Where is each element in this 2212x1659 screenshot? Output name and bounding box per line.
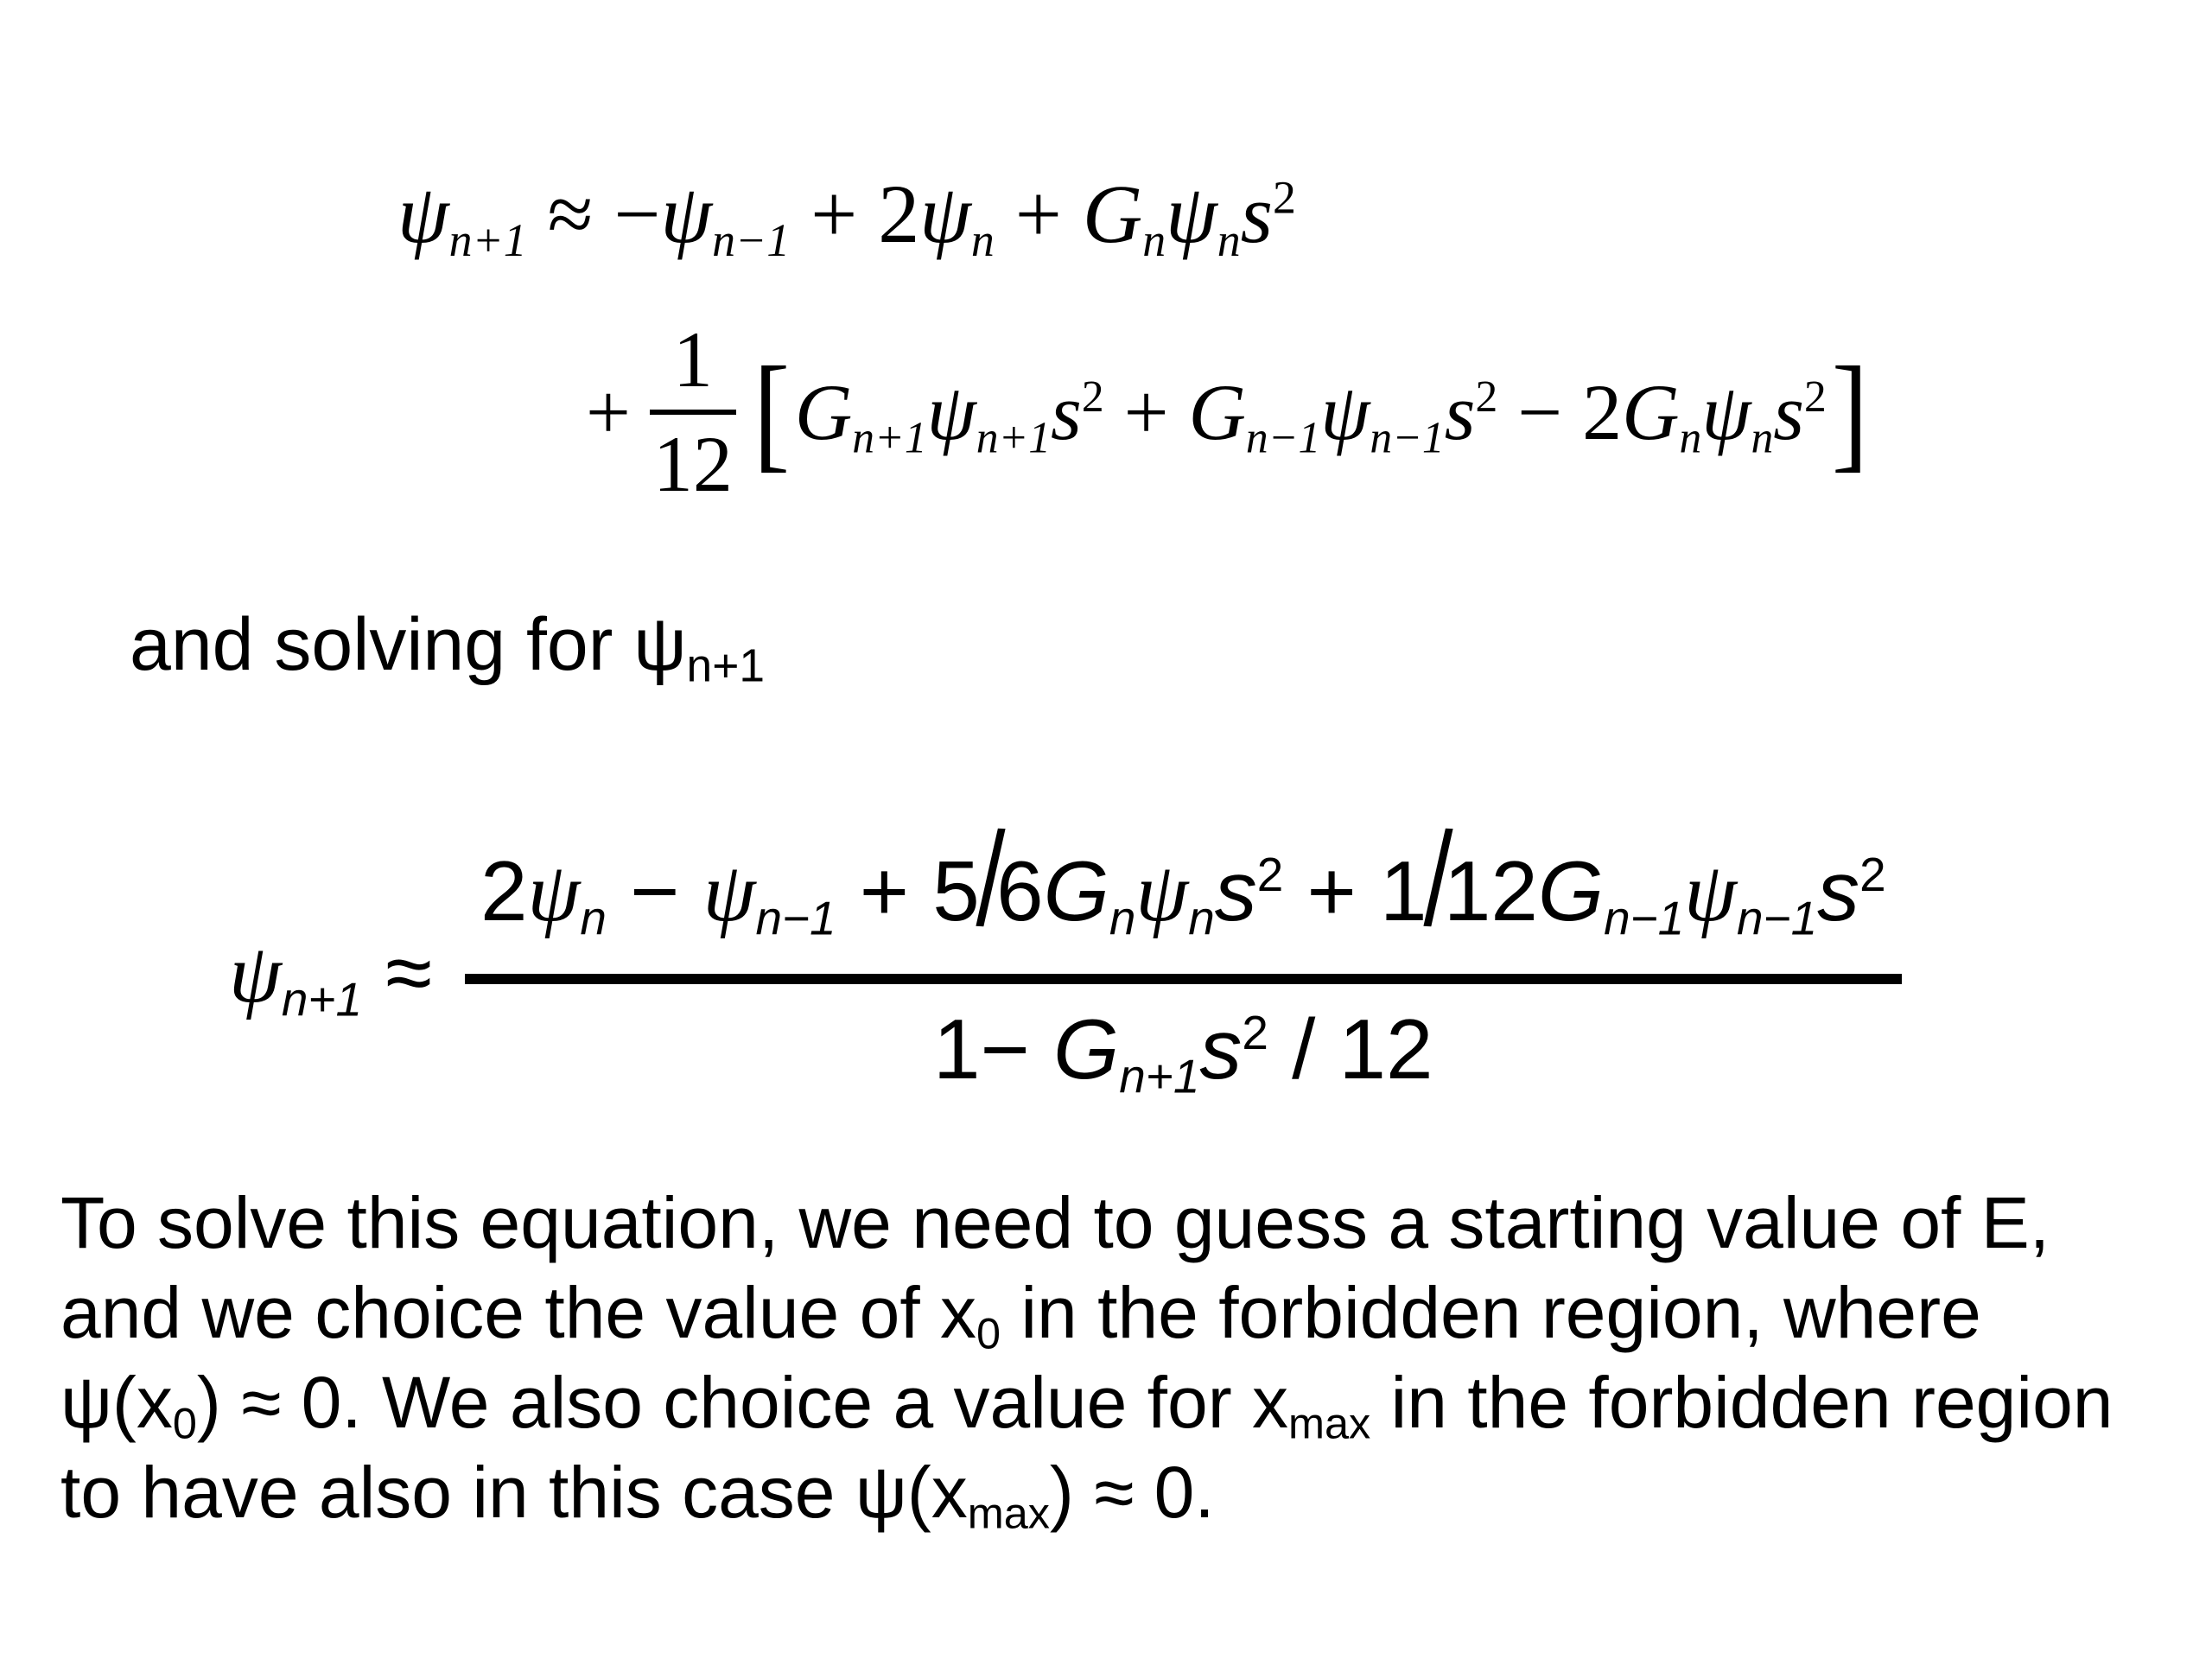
math-token: 1− bbox=[933, 1001, 1054, 1096]
paragraph-line-2 bbox=[60, 1268, 2113, 1357]
math-token: ≈ bbox=[361, 925, 432, 1020]
subscript: n bbox=[1109, 891, 1136, 945]
math-token: / bbox=[1422, 803, 1453, 955]
math-token: $G_{n+1}$ bbox=[1053, 1001, 1200, 1103]
math-token: − bbox=[606, 843, 703, 938]
math-token: to have also in this case $\psi(x_{max}$ bbox=[60, 1452, 1050, 1538]
math-token: $\psi_n$ bbox=[919, 168, 995, 267]
math-token: $s^2$ bbox=[1199, 1001, 1268, 1096]
math-token: 12 bbox=[1443, 843, 1538, 938]
subscript: 0 bbox=[172, 1398, 197, 1448]
math-token: $\psi(x_0$ bbox=[60, 1362, 197, 1448]
left-bracket: [ bbox=[753, 340, 791, 484]
math-token: / 12 bbox=[1268, 1001, 1433, 1096]
math-token: $\psi_n$ bbox=[527, 846, 607, 945]
subscript: n bbox=[1188, 891, 1215, 945]
math-token: $G_n$ bbox=[1043, 843, 1136, 945]
right-bracket: ] bbox=[1831, 340, 1869, 484]
math-token: ) ≈ 0. bbox=[1049, 1452, 1215, 1533]
math-token: $s^2$ bbox=[1817, 843, 1886, 938]
math-token: $s^2$ bbox=[1773, 367, 1827, 456]
subscript: 0 bbox=[976, 1308, 1001, 1358]
subscript: n+1 bbox=[281, 972, 362, 1027]
subscript: n+1 bbox=[448, 214, 527, 267]
math-token: 6 bbox=[996, 843, 1044, 938]
superscript: 2 bbox=[1256, 847, 1284, 901]
math-token: $G_n$ bbox=[1082, 168, 1166, 267]
superscript: 2 bbox=[1475, 372, 1498, 422]
subscript: n−1 bbox=[1737, 891, 1818, 945]
math-token: + 5 bbox=[836, 843, 980, 938]
math-token: $\psi_n$ bbox=[1166, 168, 1241, 267]
math-token: $s^2$ bbox=[1214, 843, 1284, 938]
equation2-fraction bbox=[465, 803, 1902, 1135]
equation2-lhs bbox=[229, 925, 432, 1027]
subscript: n−1 bbox=[755, 891, 836, 945]
math-token: + 1 bbox=[1283, 843, 1427, 938]
equation2-denominator bbox=[933, 996, 1433, 1135]
math-token: − 2 bbox=[1497, 367, 1623, 456]
math-token: $\psi_{n+1}$ bbox=[633, 603, 765, 692]
equation1-line1 bbox=[397, 167, 1296, 267]
equation1-line2 bbox=[586, 315, 1872, 508]
subscript: n−1 bbox=[1604, 891, 1685, 945]
plus-operator: + bbox=[586, 367, 631, 456]
subscript: n bbox=[1751, 413, 1774, 463]
subscript: n+1 bbox=[686, 640, 765, 692]
paragraph-line-4 bbox=[60, 1447, 2113, 1537]
subscript: n bbox=[1217, 214, 1241, 267]
math-token: and solving for bbox=[130, 603, 634, 686]
math-token: ≈ − bbox=[526, 168, 661, 260]
subscript: n−1 bbox=[712, 214, 791, 267]
math-token: $G_{n-1}$ bbox=[1188, 367, 1321, 463]
superscript: 2 bbox=[1804, 372, 1827, 422]
math-token: and we choice the value of $x_0$ bbox=[60, 1272, 1001, 1358]
math-token: + bbox=[1103, 367, 1189, 456]
math-token: 2 bbox=[480, 843, 528, 938]
math-token: $\psi_{n+1}$ bbox=[926, 367, 1051, 463]
math-token: $\psi_{n+1}$ bbox=[397, 168, 527, 267]
fraction-bar bbox=[650, 410, 736, 415]
math-token: $s^2$ bbox=[1444, 367, 1498, 456]
math-token: in the forbidden region, where bbox=[1001, 1272, 1981, 1353]
solving-for-text bbox=[130, 601, 765, 690]
subscript: n−1 bbox=[1245, 413, 1321, 463]
subscript: n bbox=[1142, 214, 1166, 267]
subscript: n bbox=[1679, 413, 1702, 463]
math-token: / bbox=[975, 803, 1007, 955]
subscript: n bbox=[970, 214, 995, 267]
superscript: 2 bbox=[1859, 847, 1886, 901]
math-token: $\psi_n$ bbox=[1135, 846, 1215, 945]
math-token: ) ≈ 0. We also choice a value for $x_{max}$ bbox=[196, 1362, 1371, 1448]
equation2-fraction-bar bbox=[465, 974, 1902, 984]
subscript: n bbox=[580, 891, 607, 945]
math-token: $\psi_{n-1}$ bbox=[660, 168, 791, 267]
math-token: $G_{n+1}$ bbox=[794, 367, 927, 463]
subscript: max bbox=[967, 1488, 1050, 1538]
subscript: max bbox=[1288, 1398, 1371, 1448]
equation2-numerator bbox=[465, 803, 1902, 955]
subscript: n−1 bbox=[1370, 413, 1445, 463]
bracket-expression bbox=[794, 366, 1827, 463]
math-token: + 2 bbox=[790, 168, 920, 260]
math-token: in the forbidden region bbox=[1370, 1362, 2113, 1443]
subscript: n+1 bbox=[976, 413, 1051, 463]
math-token: $\psi_n$ bbox=[1701, 367, 1774, 463]
paragraph-line-3 bbox=[60, 1357, 2113, 1447]
fraction-numerator: 1 bbox=[672, 315, 713, 404]
superscript: 2 bbox=[1242, 1005, 1268, 1059]
superscript: 2 bbox=[1081, 372, 1104, 422]
subscript: n+1 bbox=[852, 413, 927, 463]
fraction-denominator: 12 bbox=[652, 419, 733, 508]
math-token: $\psi_{n-1}$ bbox=[1684, 846, 1818, 945]
math-token: To solve this equation, we need to guess a starting value of E, bbox=[60, 1182, 2050, 1263]
math-token: $s^2$ bbox=[1240, 168, 1296, 260]
fraction-one-twelfth bbox=[650, 315, 736, 508]
math-token: $s^2$ bbox=[1051, 367, 1104, 456]
superscript: 2 bbox=[1272, 171, 1296, 224]
math-token: $\psi_{n-1}$ bbox=[1320, 367, 1445, 463]
math-token: $\psi_{n-1}$ bbox=[702, 846, 836, 945]
equation2 bbox=[229, 803, 1902, 1135]
paragraph-line-1 bbox=[60, 1178, 2113, 1268]
body-paragraph bbox=[60, 1178, 2113, 1537]
subscript: n+1 bbox=[1119, 1049, 1200, 1103]
math-token: + bbox=[994, 168, 1083, 260]
math-token: $\psi_{n+1}$ bbox=[229, 927, 362, 1027]
math-token: $G_n$ bbox=[1622, 367, 1702, 463]
math-token: $G_{n-1}$ bbox=[1537, 843, 1685, 945]
